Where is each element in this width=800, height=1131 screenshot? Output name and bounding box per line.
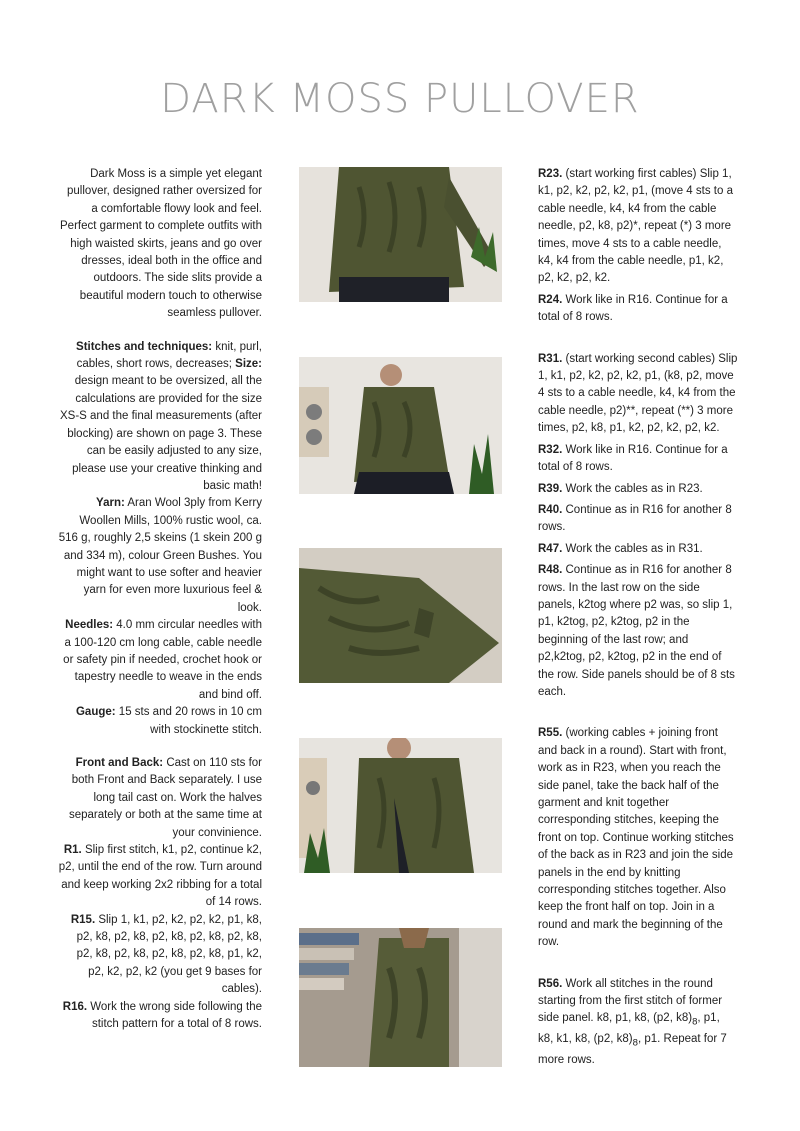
yarn-text: Aran Wool 3ply from Kerry Woollen Mills, 100% rustic wool, ca. 516 g, roughly 2,5 skeins (1 skein 200 g and 334 m), colour Green Bushes. You might want to use softer and heavier yarn for even more luxurious feel & look. <box>58 497 262 614</box>
size-text: design meant to be oversized, all the calculations are provided for the size XS-S and the final measurements (after blocking) are shown on page 3. These can be easily adjusted to any size, please use your creative thinking and basic math! <box>60 375 262 492</box>
r47-label: R47. <box>538 542 563 555</box>
r23-text: (start working first cables) Slip 1, k1, p2, k2, p2, k2, p1, (move 4 sts to a cable needle, k4, k4 from the cable needle, p2, k8, p2)*, repeat (*) 3 more times, move 4 sts to a cable needle, k4, k4 from the cable needle, p1, k2, p2, k2, p2, k2. <box>538 168 733 285</box>
r1-text: Slip first stitch, k1, p2, continue k2, p2, until the end of the row. Turn around and keep working 2x2 ribbing for a total of 14 rows. <box>58 844 262 909</box>
r15-text: Slip 1, k1, p2, k2, p2, k2, p1, k8, p2, k8, p2, k8, p2, k8, p2, k8, p2, k8, p2, k8, p2, k8, p2, k8, p2, k8, p1, k2, p2, k2, p2, k2 (you get 9 bases for cables). <box>76 913 262 996</box>
r24-paragraph <box>538 292 738 327</box>
gauge-paragraph <box>58 704 262 739</box>
r39-text: Work the cables as in R23. <box>562 482 703 495</box>
r56-text-b: , p1, k8, k1, k8, (p2, k8) <box>538 1012 720 1046</box>
yarn-paragraph <box>58 495 262 617</box>
r16-label: R16. <box>62 1000 88 1013</box>
r40-text: Continue as in R16 for another 8 rows. <box>538 503 732 534</box>
needles-paragraph <box>58 617 262 704</box>
photo-sweater-side-view <box>299 167 502 302</box>
front-back-text: Cast on 110 sts for both Front and Back separately. I use long tail cast on. Work the halves separately or both at the same time at your convinience. <box>68 757 262 839</box>
r31-paragraph <box>538 351 738 438</box>
size-label: Size: <box>235 358 262 371</box>
r40-label: R40. <box>538 503 563 516</box>
needles-text: 4.0 mm circular needles with a 100-120 cm long cable, cable needle or safety pin if needed, crochet hook or tapestry needle to weave in the ends and bind off. <box>63 619 262 701</box>
r48-text: Continue as in R16 for another 8 rows. In the last row on the side panels, k2tog where p2 was, so slip 1, p1, k2tog, p2, k2tog, p2 in the beginning of the last row; and p2,k2tog, p2, k2tog, p2 in the end of the row. Side panels should be of 8 sts each. <box>538 564 735 698</box>
r15-label: R15. <box>70 913 96 926</box>
gauge-text: 15 sts and 20 rows in 10 cm with stockinette stitch. <box>115 706 262 736</box>
needles-label: Needles: <box>65 619 114 632</box>
intro-paragraph: Dark Moss is a simple yet elegant pullover, designed rather oversized for a comfortable flowy look and feel. Perfect garment to complete outfits with high waisted skirts, jeans and go over dresses, ideal both in the office and outdoors. The side slits provide a beautiful modern touch to otherwise seamless pullover. <box>60 168 262 320</box>
right-text-column <box>538 166 738 1069</box>
r23-label: R23. <box>538 168 563 180</box>
stitches-text: knit, purl, cables, short rows, decreases; <box>76 340 262 371</box>
r31-text: (start working second cables) Slip 1, k1, p2, k2, p2, k2, p1, (k8, p2, move 4 sts to a cable needle, k4, k4 from the cable needle, p2)**, repeat (**) 3 more times, p2, k8, p1, k2, p2, k2, p2, k2. <box>538 352 738 435</box>
left-text-column <box>58 166 262 1034</box>
r24-label: R24. <box>538 293 563 306</box>
stitches-paragraph <box>58 339 262 496</box>
front-back-label: Front and Back: <box>75 757 164 769</box>
r48-label: R48. <box>538 564 563 577</box>
r1-label: R1. <box>63 844 82 857</box>
r56-text-c: , p1. Repeat for 7 more rows. <box>538 1033 727 1066</box>
r1-paragraph <box>58 842 262 912</box>
r47-paragraph <box>538 541 738 558</box>
stitches-label: Stitches and techniques: <box>76 340 213 353</box>
r16-text: Work the wrong side following the stitch pattern for a total of 8 rows. <box>87 1000 262 1031</box>
r48-paragraph <box>538 562 738 701</box>
r47-text: Work the cables as in R31. <box>562 542 703 555</box>
r32-paragraph <box>538 442 738 477</box>
r31-label: R31. <box>538 352 563 365</box>
r56-paragraph <box>538 976 738 1070</box>
yarn-label: Yarn: <box>96 497 125 510</box>
r55-label: R55. <box>538 727 563 740</box>
r56-text-a: Work all stitches in the round starting from the first stitch of former side panel. k8, p1, k8, (p2, k8) <box>538 977 723 1025</box>
r23-paragraph <box>538 166 738 288</box>
photo-sweater-side-slit <box>299 738 502 873</box>
gauge-label: Gauge: <box>75 706 116 719</box>
r16-paragraph <box>58 999 262 1034</box>
photo-sweater-profile <box>299 357 502 494</box>
r56-label: R56. <box>538 977 563 990</box>
r55-text: (working cables + joining front and back in a round). Start with front, work as in R23, when you reach the side panel, take the back half of the garment and knit together corresponding stitches, keeping the front on top. Continue working stitches of the back as in R23 and join the side panels in the end by knitting corresponding stitches together. Also keep the front half on top. Join in a round and mark the beginning of the row. <box>538 727 734 949</box>
r32-label: R32. <box>538 443 563 456</box>
r56-subscript-2: 8 <box>632 1037 638 1049</box>
front-back-paragraph <box>58 755 262 842</box>
r39-label: R39. <box>538 482 563 495</box>
r40-paragraph <box>538 502 738 537</box>
r32-text: Work like in R16. Continue for a total of 8 rows. <box>538 443 728 474</box>
r55-paragraph <box>538 725 738 951</box>
r15-paragraph <box>58 912 262 999</box>
photo-sweater-on-hanger <box>299 928 502 1067</box>
photo-sweater-flat-lay <box>299 548 502 683</box>
r56-subscript-1: 8 <box>692 1016 698 1028</box>
r39-paragraph <box>538 481 738 498</box>
r24-text: Work like in R16. Continue for a total of 8 rows. <box>538 293 728 324</box>
page-title: DARK MOSS PULLOVER <box>160 76 640 122</box>
